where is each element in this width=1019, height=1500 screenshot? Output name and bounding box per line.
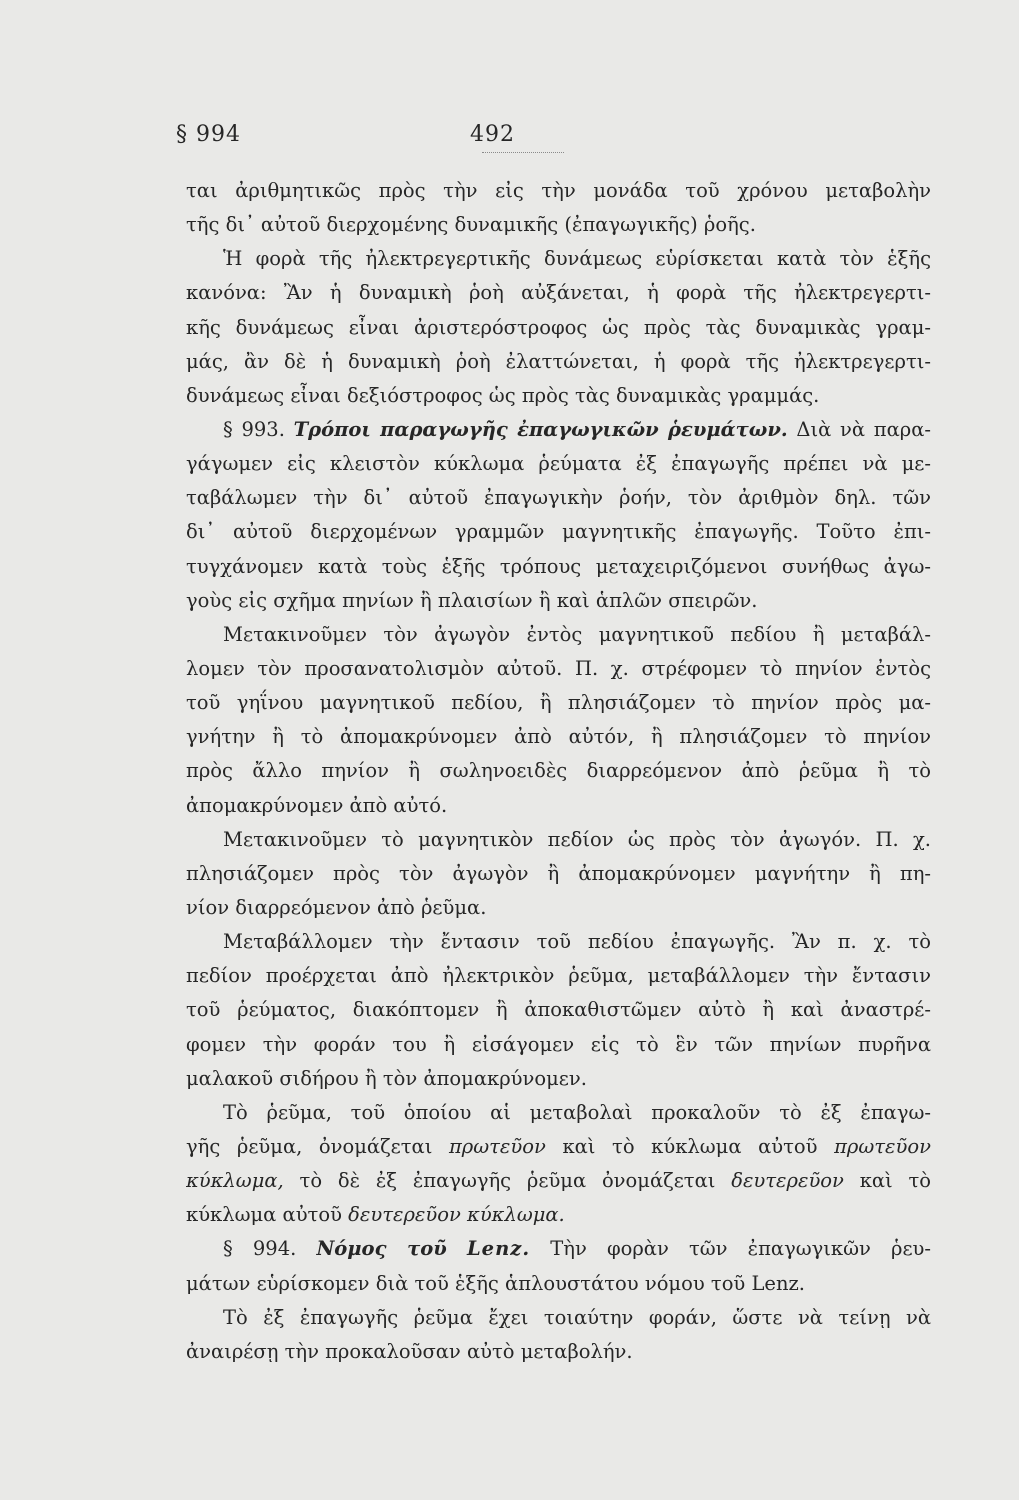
section-heading-line	[186, 413, 931, 447]
italic-term: πρωτεῦον	[448, 1134, 546, 1158]
italic-term: δευτερεῦον	[731, 1169, 844, 1193]
text-line	[186, 1198, 931, 1232]
running-section-mark: § 994	[176, 122, 241, 147]
text-line: γάγωμεν εἰς κλειστὸν κύκλωμα ῥεύματα ἐξ ἐπαγωγῆς πρέπει νὰ με-	[186, 452, 931, 476]
text-line: κῆς δυνάμεως εἶναι ἀριστερόστροφος ὡς πρὸς τὰς δυναμικὰς γραμ-	[186, 315, 931, 339]
text-span: κύκλωμα αὐτοῦ	[186, 1203, 342, 1227]
body-text	[186, 174, 931, 1369]
text-line: ἀναιρέσῃ τὴν προκαλοῦσαν αὐτὸ μεταβολήν.	[186, 1339, 633, 1363]
italic-term: κύκλωμα,	[186, 1169, 284, 1193]
page-header	[176, 122, 736, 154]
text-line: τοῦ ῥεύματος, διακόπτομεν ἢ ἀποκαθιστῶμεν αὐτὸ ἢ καὶ ἀναστρέ-	[186, 998, 931, 1022]
text-line: Μετακινοῦμεν τὸ μαγνητικὸν πεδίον ὡς πρὸς τὸν ἀγωγόν. Π. χ.	[223, 827, 931, 851]
section-number: § 994.	[223, 1237, 297, 1261]
text-line: δυνάμεως εἶναι δεξιόστροφος ὡς πρὸς τὰς δυναμικὰς γραμμάς.	[186, 383, 820, 407]
text-line: μάτων εὑρίσκομεν διὰ τοῦ ἑξῆς ἁπλουστάτου νόμου τοῦ Lenz.	[186, 1271, 806, 1295]
text-line: ἀπομακρύνομεν ἀπὸ αὐτό.	[186, 793, 448, 817]
page-number: 492	[470, 122, 515, 147]
text-line: τοῦ γηΐνου μαγνητικοῦ πεδίου, ἢ πλησιάζομεν τὸ πηνίον πρὸς μα-	[186, 691, 931, 715]
text-span: γῆς ῥεῦμα, ὀνομάζεται	[186, 1134, 433, 1158]
text-line: ταβάλωμεν τὴν δι᾽ αὐτοῦ ἐπαγωγικὴν ῥοήν, τὸν ἀριθμὸν δηλ. τῶν	[186, 486, 931, 510]
text-line: μαλακοῦ σιδήρου ἢ τὸν ἀπομακρύνομεν.	[186, 1066, 587, 1090]
text-line: Τὸ ἐξ ἐπαγωγῆς ῥεῦμα ἔχει τοιαύτην φοράν, ὥστε νὰ τείνῃ νὰ	[223, 1305, 931, 1329]
text-line: πεδίον προέρχεται ἀπὸ ἠλεκτρικὸν ῥεῦμα, μεταβάλλομεν τὴν ἔντασιν	[186, 964, 931, 988]
text-span: καὶ τὸ	[859, 1169, 931, 1193]
text-line: φομεν τὴν φοράν του ἢ εἰσάγομεν εἰς τὸ ἓν τῶν πηνίων πυρῆνα	[186, 1032, 931, 1056]
text-span: καὶ τὸ κύκλωμα αὐτοῦ	[562, 1134, 818, 1158]
text-line: ται ἀριθμητικῶς πρὸς τὴν εἰς τὴν μονάδα τοῦ χρόνου μεταβολὴν	[186, 179, 931, 202]
text-line: λομεν τὸν προσανατολισμὸν αὐτοῦ. Π. χ. στρέφομεν τὸ πηνίον ἐντὸς	[186, 656, 931, 680]
section-title-name: Lenz.	[466, 1237, 531, 1261]
text-span: Τὴν φορὰν τῶν ἐπαγωγικῶν ῥευ-	[550, 1237, 931, 1261]
text-line: γοὺς εἰς σχῆμα πηνίων ἢ πλαισίων ἢ καὶ ἁπλῶν σπειρῶν.	[186, 588, 758, 612]
text-line: δι᾽ αὐτοῦ διερχομένων γραμμῶν μαγνητικῆς ἐπαγωγῆς. Τοῦτο ἐπι-	[186, 520, 931, 544]
section-title: Νόμος τοῦ	[316, 1237, 447, 1261]
section-heading-line	[186, 1232, 931, 1266]
italic-term: πρωτεῦον	[834, 1134, 931, 1158]
text-line: κανόνα: Ἂν ἡ δυναμικὴ ῥοὴ αὐξάνεται, ἡ φορὰ τῆς ἠλεκτρεγερτι-	[186, 281, 931, 305]
text-line: μάς, ἂν δὲ ἡ δυναμικὴ ῥοὴ ἐλαττώνεται, ἡ φορὰ τῆς ἠλεκτρεγερτι-	[186, 349, 931, 373]
text-line	[186, 1130, 931, 1164]
text-span: Διὰ νὰ παρα-	[796, 417, 931, 441]
text-line: Ἡ φορὰ τῆς ἠλεκτρεγερτικῆς δυνάμεως εὑρίσκεται κατὰ τὸν ἑξῆς	[223, 247, 931, 271]
text-line: Μεταβάλλομεν τὴν ἔντασιν τοῦ πεδίου ἐπαγωγῆς. Ἂν π. χ. τὸ	[223, 930, 931, 954]
text-line	[186, 1164, 931, 1198]
section-title: Τρόποι παραγωγῆς ἐπαγωγικῶν ῥευμάτων.	[293, 417, 788, 441]
italic-term: δευτερεῦον κύκλωμα.	[348, 1203, 565, 1227]
text-line: τυγχάνομεν κατὰ τοὺς ἑξῆς τρόπους μεταχειριζόμενοι συνήθως ἀγω-	[186, 554, 931, 578]
text-line: πλησιάζομεν πρὸς τὸν ἀγωγὸν ἢ ἀπομακρύνομεν μαγνήτην ἢ πη-	[186, 861, 931, 885]
text-span: τὸ δὲ ἐξ ἐπαγωγῆς ῥεῦμα ὀνομάζεται	[299, 1169, 716, 1193]
section-number: § 993.	[223, 417, 285, 441]
page-number-underline	[482, 152, 564, 153]
text-line: νίον διαρρεόμενον ἀπὸ ῥεῦμα.	[186, 895, 487, 919]
text-line: γνήτην ἢ τὸ ἀπομακρύνομεν ἀπὸ αὐτόν, ἢ πλησιάζομεν τὸ πηνίον	[186, 725, 931, 749]
text-line: τῆς δι᾽ αὐτοῦ διερχομένης δυναμικῆς (ἐπαγωγικῆς) ῥοῆς.	[186, 213, 756, 237]
text-line: πρὸς ἄλλο πηνίον ἢ σωληνοειδὲς διαρρεόμενον ἀπὸ ῥεῦμα ἢ τὸ	[186, 759, 931, 783]
text-line: Τὸ ῥεῦμα, τοῦ ὁποίου αἱ μεταβολαὶ προκαλοῦν τὸ ἐξ ἐπαγω-	[223, 1100, 931, 1124]
text-line: Μετακινοῦμεν τὸν ἀγωγὸν ἐντὸς μαγνητικοῦ πεδίου ἢ μεταβάλ-	[223, 622, 931, 646]
